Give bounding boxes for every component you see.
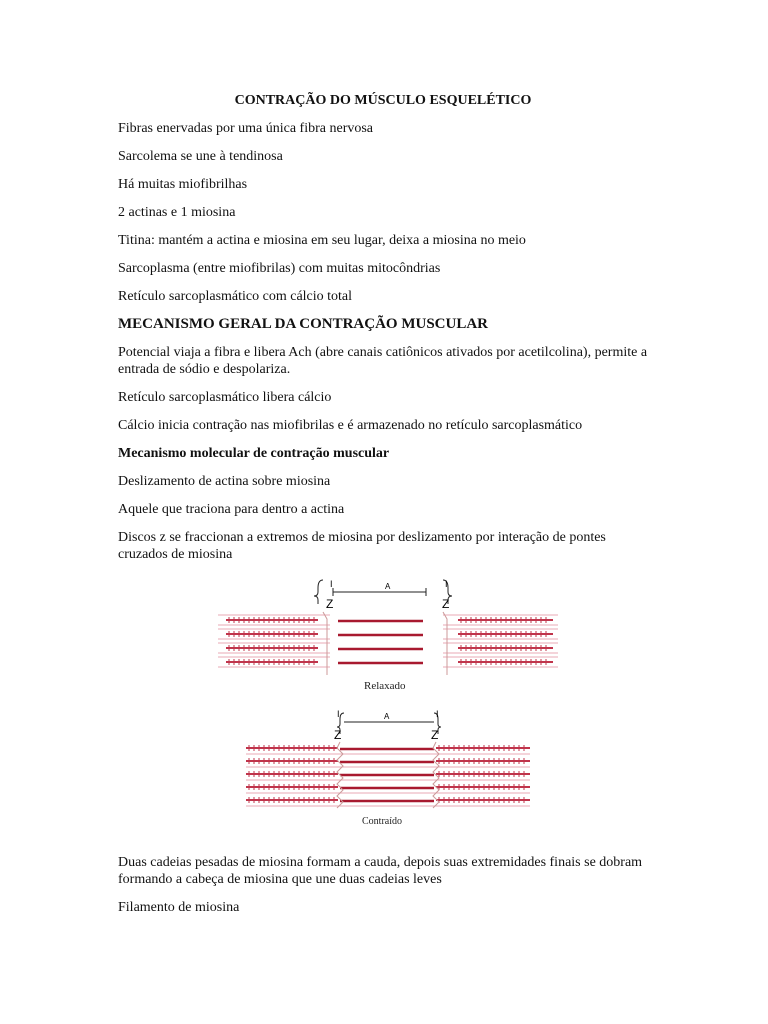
contracted-filaments [246, 742, 530, 808]
sarcomere-figure [118, 574, 648, 836]
paragraph: Sarcolema se une à tendinosa [118, 149, 283, 164]
bracket-left-icon [314, 580, 323, 604]
section-heading: MECANISMO GERAL DA CONTRAÇÃO MUSCULAR [118, 316, 489, 332]
caption-relaxed: Relaxado [364, 680, 406, 692]
paragraph: Há muitas miofibrilhas [118, 177, 248, 192]
paragraph: Duas cadeias pesadas de miosina formam a cauda, depois suas extremidades finais se dobram formando a cabeça de miosina que une duas cadeias leves [118, 855, 643, 887]
label-i-right: I [445, 579, 448, 589]
document-page [118, 92, 648, 927]
relaxed-filaments [218, 612, 558, 675]
paragraph: Cálcio inicia contração nas miofibrilas e é armazenado no retículo sarcoplasmático [118, 418, 583, 433]
paragraph: Deslizamento de actina sobre miosina [118, 474, 331, 489]
label-a: A [384, 712, 390, 721]
paragraph: Aquele que traciona para dentro a actina [118, 502, 345, 517]
label-z-right: Z [442, 597, 450, 611]
label-z-right: Z [431, 728, 439, 742]
paragraph: Discos z se fraccionan a extremos de miosina por deslizamento por interação de pontes cruzados de miosina [118, 530, 606, 562]
relaxed-sarcomere [218, 579, 558, 675]
paragraph: Retículo sarcoplasmático com cálcio total [118, 289, 353, 304]
label-z-left: Z [326, 597, 334, 611]
document-title: CONTRAÇÃO DO MÚSCULO ESQUELÉTICO [234, 93, 532, 108]
sarcomere-diagram [118, 574, 648, 836]
label-a: A [385, 582, 391, 591]
label-i-left: I [330, 579, 333, 589]
paragraph: Potencial viaja a fibra e libera Ach (abre canais catiônicos ativados por acetilcolina), permite a entrada de sódio e despolariza. [118, 345, 648, 377]
subsection-heading: Mecanismo molecular de contração muscular [118, 446, 390, 461]
paragraph: 2 actinas e 1 miosina [118, 205, 236, 220]
paragraph: Fibras enervadas por uma única fibra nervosa [118, 121, 374, 136]
paragraph: Filamento de miosina [118, 900, 240, 915]
contracted-sarcomere [246, 709, 530, 808]
label-i-right: I [436, 709, 439, 719]
paragraph: Titina: mantém a actina e miosina em seu lugar, deixa a miosina no meio [118, 233, 526, 248]
label-i-left: I [337, 709, 340, 719]
caption-contracted: Contraído [362, 816, 402, 827]
label-z-left: Z [334, 728, 342, 742]
paragraph: Sarcoplasma (entre miofibrilas) com muitas mitocôndrias [118, 261, 441, 276]
paragraph: Retículo sarcoplasmático libera cálcio [118, 390, 332, 405]
